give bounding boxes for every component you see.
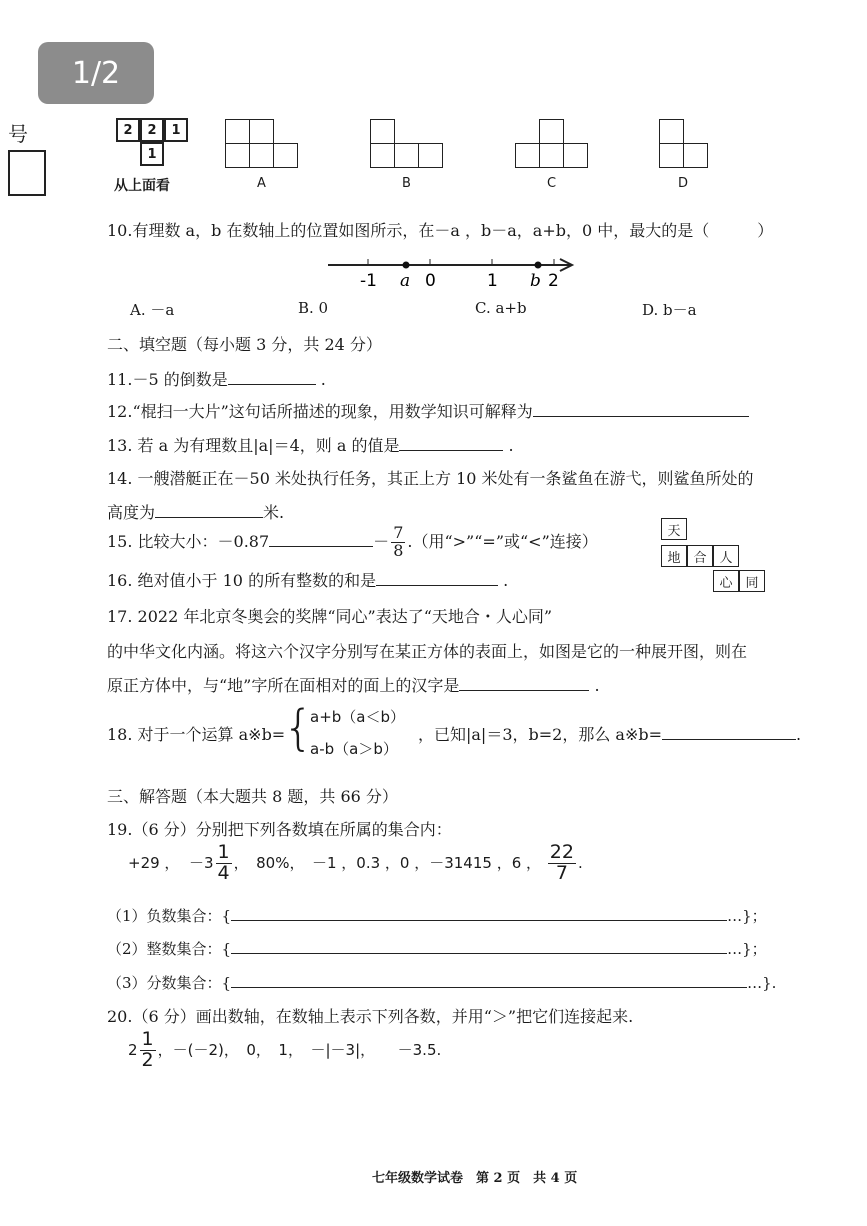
q19-set-integer [107,936,767,959]
set-end: …}. [747,974,777,992]
q10-option-c: C. a+b [475,299,527,317]
net-cell: 同 [739,570,765,592]
q18-condition: ，已知|a|＝3，b=2，那么 a※b= [418,725,663,744]
q11-text: 11.－5 的倒数是 [107,370,228,389]
q20-numerator: 1 [141,1028,154,1051]
q13-text: 13. 若 a 为有理数且|a|＝4，则 a 的值是 [107,436,400,455]
q14-text: 高度为 [107,503,156,522]
set-label: （2）整数集合：{ [107,940,232,958]
q20-mixed-whole: 2 [128,1041,138,1059]
q11-end: . [315,370,326,389]
negative-set-blank[interactable] [231,903,727,921]
option-c-label: C [547,176,557,191]
top-view-cell: 1 [164,118,188,142]
q17-answer-blank[interactable] [459,673,589,691]
top-view-cell: 2 [116,118,140,142]
set-end: …}； [727,940,767,958]
set-label: （3）分数集合：{ [107,974,232,992]
question-19-title: 19.（6 分）分别把下列各数填在所属的集合内： [107,820,452,839]
q12-answer-blank[interactable] [533,399,749,417]
tick-label: 1 [487,271,498,291]
q16-end: . [498,571,509,590]
question-20-title: 20.（6 分）画出数轴，在数轴上表示下列各数，并用“＞”把它们连接起来. [107,1007,634,1026]
q10-number-line [320,250,590,294]
q11-answer-blank[interactable] [228,367,316,385]
q19-mixed-denominator: 4 [217,862,230,884]
option-b-label: B [402,176,411,191]
q15-text: 15. 比较大小：－0.87 [107,532,270,551]
q16-text: 16. 绝对值小于 10 的所有整数的和是 [107,571,377,590]
integer-set-blank[interactable] [231,936,727,954]
q15-answer-blank[interactable] [269,529,373,547]
question-16 [107,568,508,591]
q19-numbers [128,843,583,884]
q19-mixed-whole: －3 [188,854,214,872]
q19-set-fraction [107,970,776,993]
q19-mixed-fraction [216,843,232,884]
q15-end: .（用“>”“=”或“<”连接） [407,532,598,551]
set-label: （1）负数集合：{ [107,907,232,925]
q17-end: . [589,676,600,695]
q13-answer-blank[interactable] [399,433,503,451]
q18-period: . [796,725,802,744]
net-cell: 合 [687,545,713,567]
q15-denominator: 8 [393,541,404,560]
top-view-cell: 1 [140,142,164,166]
top-view-cell: 2 [140,118,164,142]
section-3-heading: 三、解答题（本大题共 8 题，共 66 分） [107,787,398,806]
q15-numerator: 7 [393,523,404,543]
point-a-dot [403,262,410,269]
q10-option-a: A. －a [130,301,175,319]
question-17-line3 [107,673,600,696]
top-view-caption: 从上面看 [114,178,170,194]
seat-number-label: 号 [8,122,28,146]
q16-answer-blank[interactable] [376,568,498,586]
q19-number: +29 ， [128,854,180,872]
q19-mixed-numerator: 1 [217,841,230,864]
q17-text: 原正方体中，与“地”字所在面相对的面上的汉字是 [107,676,460,695]
q18-case-1: a+b（a＜b） [310,708,405,726]
net-cell: 天 [661,518,687,540]
q19-fraction [548,843,576,884]
point-a-label: a [400,271,411,291]
fraction-set-blank[interactable] [231,970,747,988]
q10-option-b: B. 0 [298,299,329,317]
question-11 [107,367,326,390]
q20-rest: ，－(－2)， 0， 1， －|－3|， －3.5. [157,1041,442,1059]
tick-label: -1 [360,271,377,291]
q18-text: 18. 对于一个运算 a※b= [107,725,286,744]
page-footer: 七年级数学试卷 第 2 页 共 4 页 [372,1171,578,1186]
q19-end: . [577,854,583,872]
seat-number-box [8,150,46,196]
q19-denominator: 7 [555,862,568,884]
q18-case-2: a-b（a＞b） [310,740,398,758]
question-17-line2: 的中华文化内涵。将这六个汉字分别写在某正方体的表面上，如图是它的一种展开图，则在 [107,642,748,661]
q19-set-negative [107,903,767,926]
q10-option-d: D. b－a [642,301,697,319]
question-18-end [418,722,801,745]
net-cell: 地 [661,545,687,567]
net-cell: 人 [713,545,739,567]
q15-fraction [391,525,405,560]
q19-numerator: 22 [549,841,574,864]
q20-mixed-fraction [140,1030,156,1071]
question-17-line1: 17. 2022 年北京冬奥会的奖牌“同心”表达了“天地合・人心同” [107,607,553,626]
q20-denominator: 2 [141,1049,154,1071]
point-b-dot [535,262,542,269]
question-14-line1: 14. 一艘潜艇正在－50 米处执行任务，其正上方 10 米处有一条鲨鱼在游弋，则鲨鱼所处的 [107,469,754,488]
q18-brace: { [283,700,314,756]
question-12 [107,399,749,422]
question-15 [107,522,598,562]
set-end: …}； [727,907,767,925]
net-cell: 心 [713,570,739,592]
q14-answer-blank[interactable] [155,500,263,518]
q18-answer-blank[interactable] [662,722,796,740]
tick-label: 2 [548,271,559,291]
option-d-label: D [678,176,689,191]
q13-end: . [503,436,514,455]
q14-end: 米. [263,503,285,522]
q19-rest: ， 80%， －1 ，0.3 ，0 ，－31415 ，6 ， [233,854,542,872]
section-2-heading: 二、填空题（每小题 3 分，共 24 分） [107,335,382,354]
tick-label: 0 [425,271,436,291]
question-10-text: 10.有理数 a，b 在数轴上的位置如图所示，在－a ，b－a，a+b，0 中，最大的是（ ） [107,221,774,240]
question-13 [107,433,514,456]
point-b-label: b [530,271,541,291]
option-a-label: A [257,176,266,191]
question-14-line2 [107,500,284,523]
page-indicator[interactable]: 1/2 [38,42,154,104]
q15-minus: － [373,532,390,551]
q20-numbers [128,1030,441,1071]
q12-text: 12.“棍扫一大片”这句话所描述的现象，用数学知识可解释为 [107,402,533,421]
